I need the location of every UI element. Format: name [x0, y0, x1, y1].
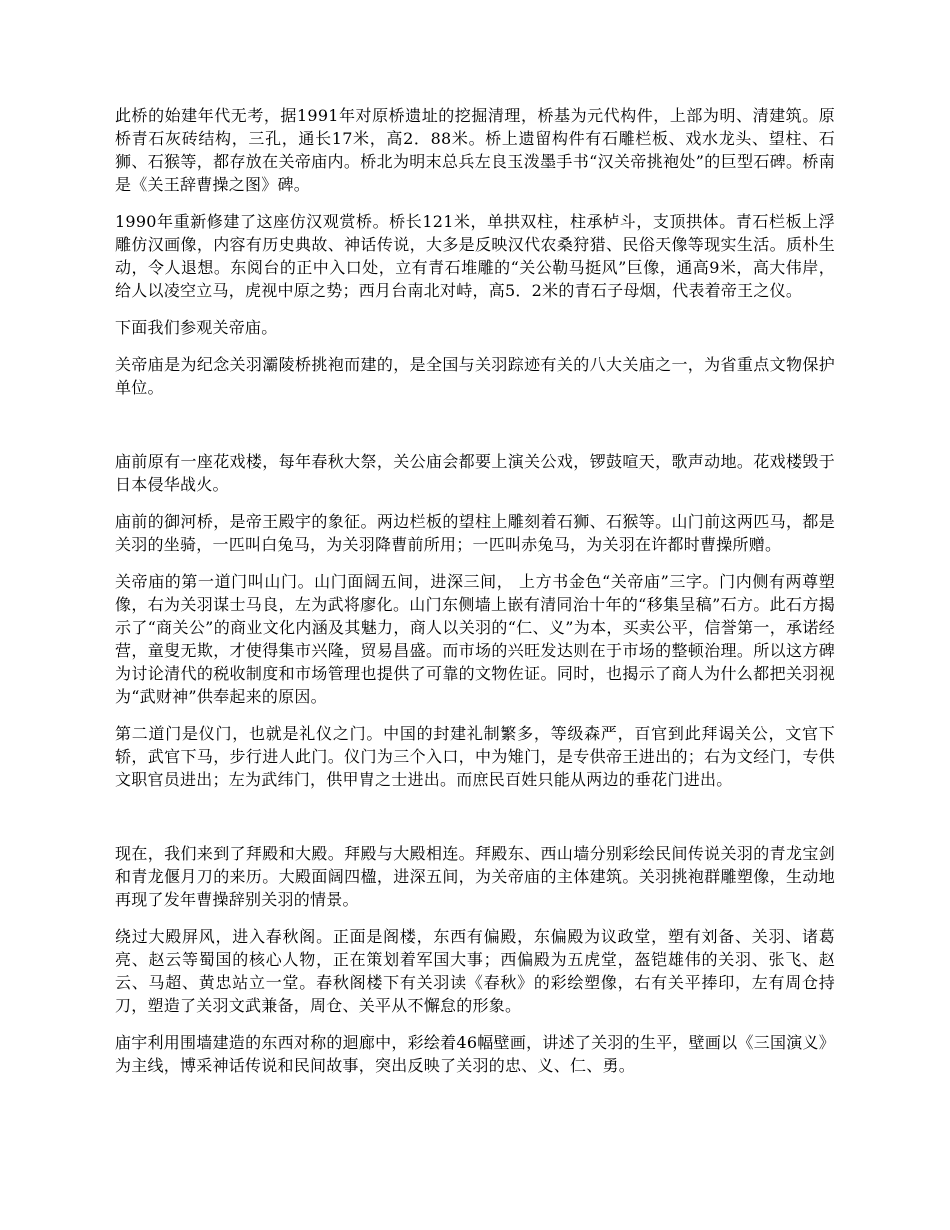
paragraph-temple-intro: 关帝庙是为纪念关羽灞陵桥挑袍而建的，是全国与关羽踪迹有关的八大关庙之一，为省重点文物保护单位。 [115, 355, 835, 397]
section-gap [115, 805, 835, 842]
paragraph-bridge-rebuild: 1990年重新修建了这座仿汉观赏桥。桥长121米，单拱双柱，柱承栌斗，支顶拱体。青石栏板上浮雕仿汉画像，内容有历史典故、神话传说，大多是反映汉代农桑狩猎、民俗天像等现实生活。质朴生动，令人退想。东阅台的正中入口处，立有青石堆雕的“关公勒马挺风”巨像，通高9米，高大伟岸，给人以凌空立马，虎视中原之势；西月台南北对峙，高5．2米的青石子母烟，代表着帝王之仪。 [115, 212, 835, 300]
paragraph-bridge-history: 此桥的始建年代无考，据1991年对原桥遗址的挖掘清理，桥基为元代构件，上部为明、清建筑。原桥青石灰砖结构，三孔，通长17米，高2．88米。桥上遗留构件有石雕栏板、戏水龙头、望柱、石狮、石猴等，都存放在关帝庙内。桥北为明末总兵左良玉泼墨手书“汉关帝挑袍处”的巨型石碑。桥南是《关王辞曹操之图》碑。 [115, 106, 835, 194]
paragraph-royal-bridge: 庙前的御河桥，是帝王殿宇的象征。两边栏板的望柱上雕刻着石狮、石猴等。山门前这两匹马，都是关羽的坐骑，一匹叫白兔马，为关羽降曹前所用；一匹叫赤兔马，为关羽在许都时曹操所赠。 [115, 512, 835, 554]
paragraph-visit-temple: 下面我们参观关帝庙。 [115, 318, 278, 337]
document-body [115, 104, 835, 1091]
paragraph-ceremony-gate: 第二道门是仪门，也就是礼仪之门。中国的封建礼制繁多，等级森严，百官到此拜谒关公，文官下轿，武官下马，步行进人此门。仪门为三个入口，中为雉门，是专供帝王进出的；右为文经门，专供文职官员进出；左为武纬门，供甲胄之士进出。而庶民百姓只能从两边的垂花门进出。 [115, 724, 835, 789]
paragraph-main-hall: 现在，我们来到了拜殿和大殿。拜殿与大殿相连。拜殿东、西山墙分别彩绘民间传说关羽的青龙宝剑和青龙偃月刀的来历。大殿面阔四楹，进深五间，为关帝庙的主体建筑。关羽挑袍群雕塑像，生动地再现了发年曹操辞别关羽的情景。 [115, 844, 835, 909]
section-gap [115, 413, 835, 450]
paragraph-opera-tower: 庙前原有一座花戏楼，每年春秋大祭，关公庙会都要上演关公戏，锣鼓喧天，歌声动地。花戏楼毁于日本侵华战火。 [115, 452, 835, 494]
paragraph-mountain-gate: 关帝庙的第一道门叫山门。山门面阔五间，进深三间， 上方书金色“关帝庙”三字。门内侧有两尊塑像，右为关羽谋士马良，左为武将廖化。山门东侧墙上嵌有清同治十年的“移集呈稿”石方。此石方揭示了“商关公”的商业文化内涵及其魅力，商人以关羽的“仁、义”为本，买卖公平，信誉第一，承诺经营，童叟无欺，才使得集市兴隆，贸易昌盛。而市场的兴旺发达则在于市场的整顿治理。所以这方碑为讨论清代的税收制度和市场管理也提供了可靠的文物佐证。同时，也揭示了商人为什么都把关羽视为“武财神”供奉起来的原因。 [115, 572, 835, 706]
paragraph-chunqiu-pavilion: 绕过大殿屏风，进入春秋阁。正面是阁楼，东西有偏殿，东偏殿为议政堂，塑有刘备、关羽、诸葛亮、赵云等蜀国的核心人物，正在策划着军国大事；西偏殿为五虎堂，盔铠雄伟的关羽、张飞、赵云、马超、黄忠站立一堂。春秋阁楼下有关羽读《春秋》的彩绘塑像，右有关平捧印，左有周仓持刀，塑造了关羽文武兼备，周仓、关平从不懈怠的形象。 [115, 927, 835, 1015]
paragraph-murals: 庙宇利用围墙建造的东西对称的迴廊中，彩绘着46幅壁画，讲述了关羽的生平，壁画以《三国演义》为主线，博采神话传说和民间故事，突出反映了关羽的忠、义、仁、勇。 [115, 1033, 835, 1075]
